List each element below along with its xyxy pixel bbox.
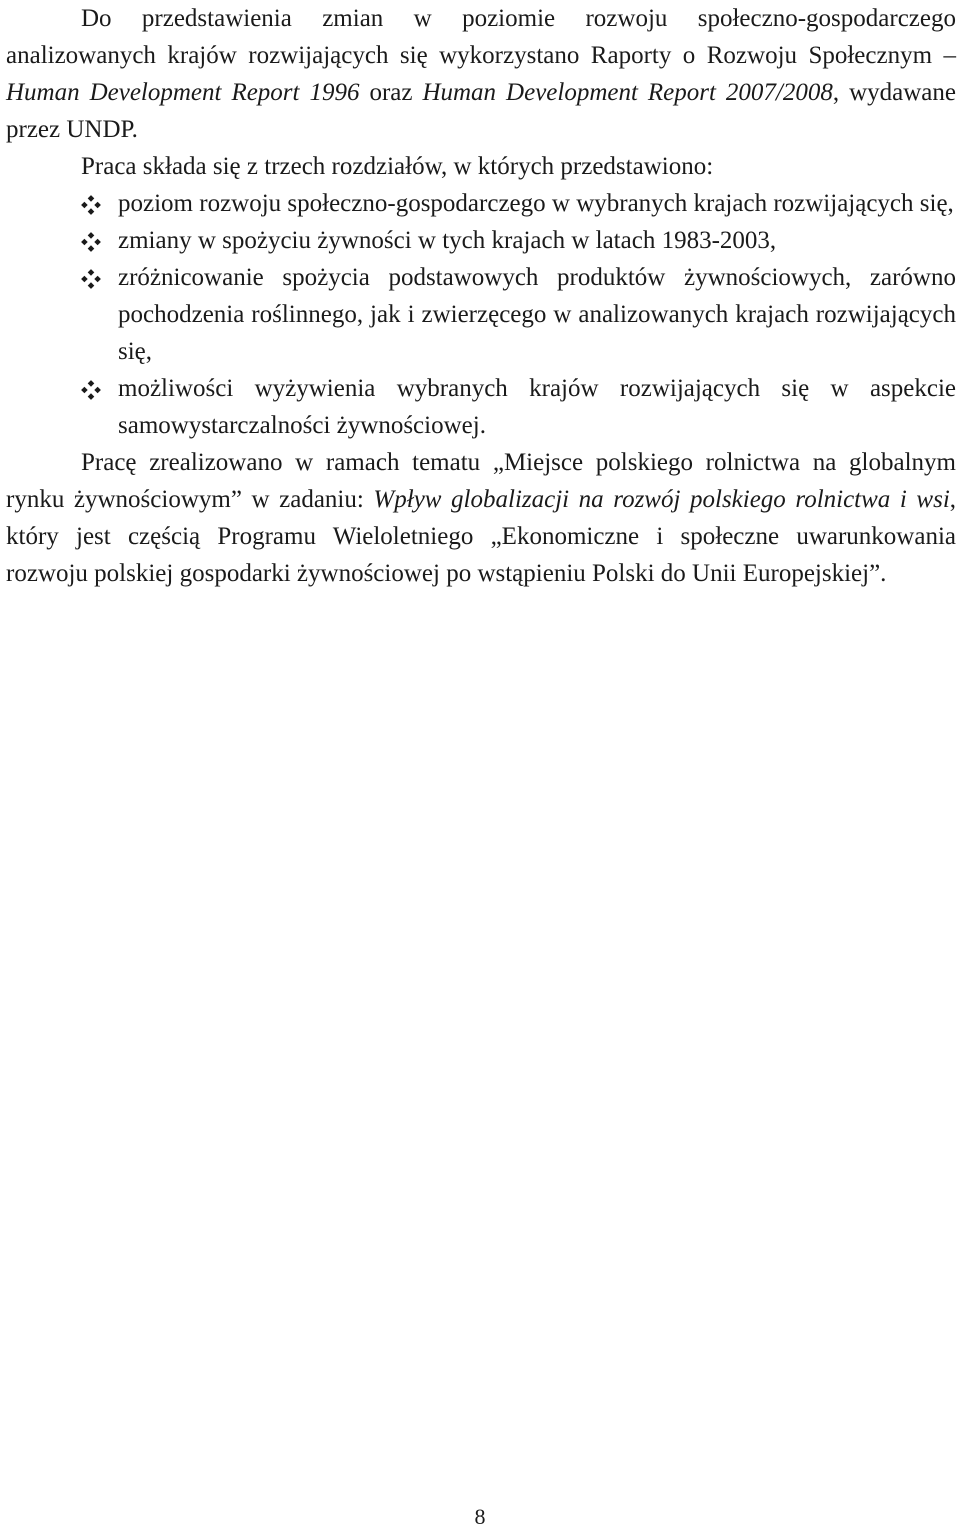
four-diamond-bullet-icon [80,231,102,253]
list-item-text: poziom rozwoju społeczno-gospodarczego w wybranych krajach rozwijających się, [118,190,954,217]
list-item-text: zróżnicowanie spożycia podstawowych produktów żywnościowych, zarówno pochodzenia roślinnego, jak i zwierzęcego w analizowanych krajach rozwijających się, [118,264,956,365]
list-item [6,222,956,259]
list-item-text: możliwości wyżywienia wybranych krajów rozwijających się w aspekcie samowystarczalności żywnościowej. [118,375,956,439]
paragraph-program-context [6,444,956,592]
paragraph-structure-intro: Praca składa się z trzech rozdziałów, w których przedstawiono: [81,153,714,180]
chapter-list [6,185,956,444]
report-title-2007: Human Development Report 2007/2008 [422,79,833,106]
list-item [6,370,956,444]
four-diamond-bullet-icon [80,379,102,401]
page-content [6,0,956,592]
paragraph-data-sources [6,0,956,148]
paragraph-3-text-2: , który jest częścią Programu Wieloletniego „Ekonomiczne i społeczne uwarunkowania rozwoju polskiej gospodarki żywnościowej po wstąpieniu Polski do Unii Europejskiej”. [6,486,957,587]
list-item-text: zmiany w spożyciu żywności w tych krajach w latach 1983-2003, [118,227,777,254]
paragraph-3-text-1: Pracę zrealizowano w ramach tematu „Miejsce polskiego rolnictwa na globalnym rynku żywnościowym” w zadaniu: [6,449,956,513]
task-title: Wpływ globalizacji na rozwój polskiego rolnictwa i wsi [373,486,950,513]
paragraph-1-text-3: , wydawane przez UNDP. [6,79,956,143]
list-item [6,259,956,370]
report-title-1996: Human Development Report 1996 [6,79,360,106]
list-item [6,185,956,222]
four-diamond-bullet-icon [80,268,102,290]
paragraph-1-text-2: oraz [359,79,423,106]
paragraph-1-text-1: Do przedstawienia zmian w poziomie rozwoju społeczno-gospodarczego analizowanych krajów rozwijających się wykorzystano Raporty o Rozwoju Społecznym – [6,5,956,69]
four-diamond-bullet-icon [80,194,102,216]
page-number: 8 [474,1504,486,1529]
